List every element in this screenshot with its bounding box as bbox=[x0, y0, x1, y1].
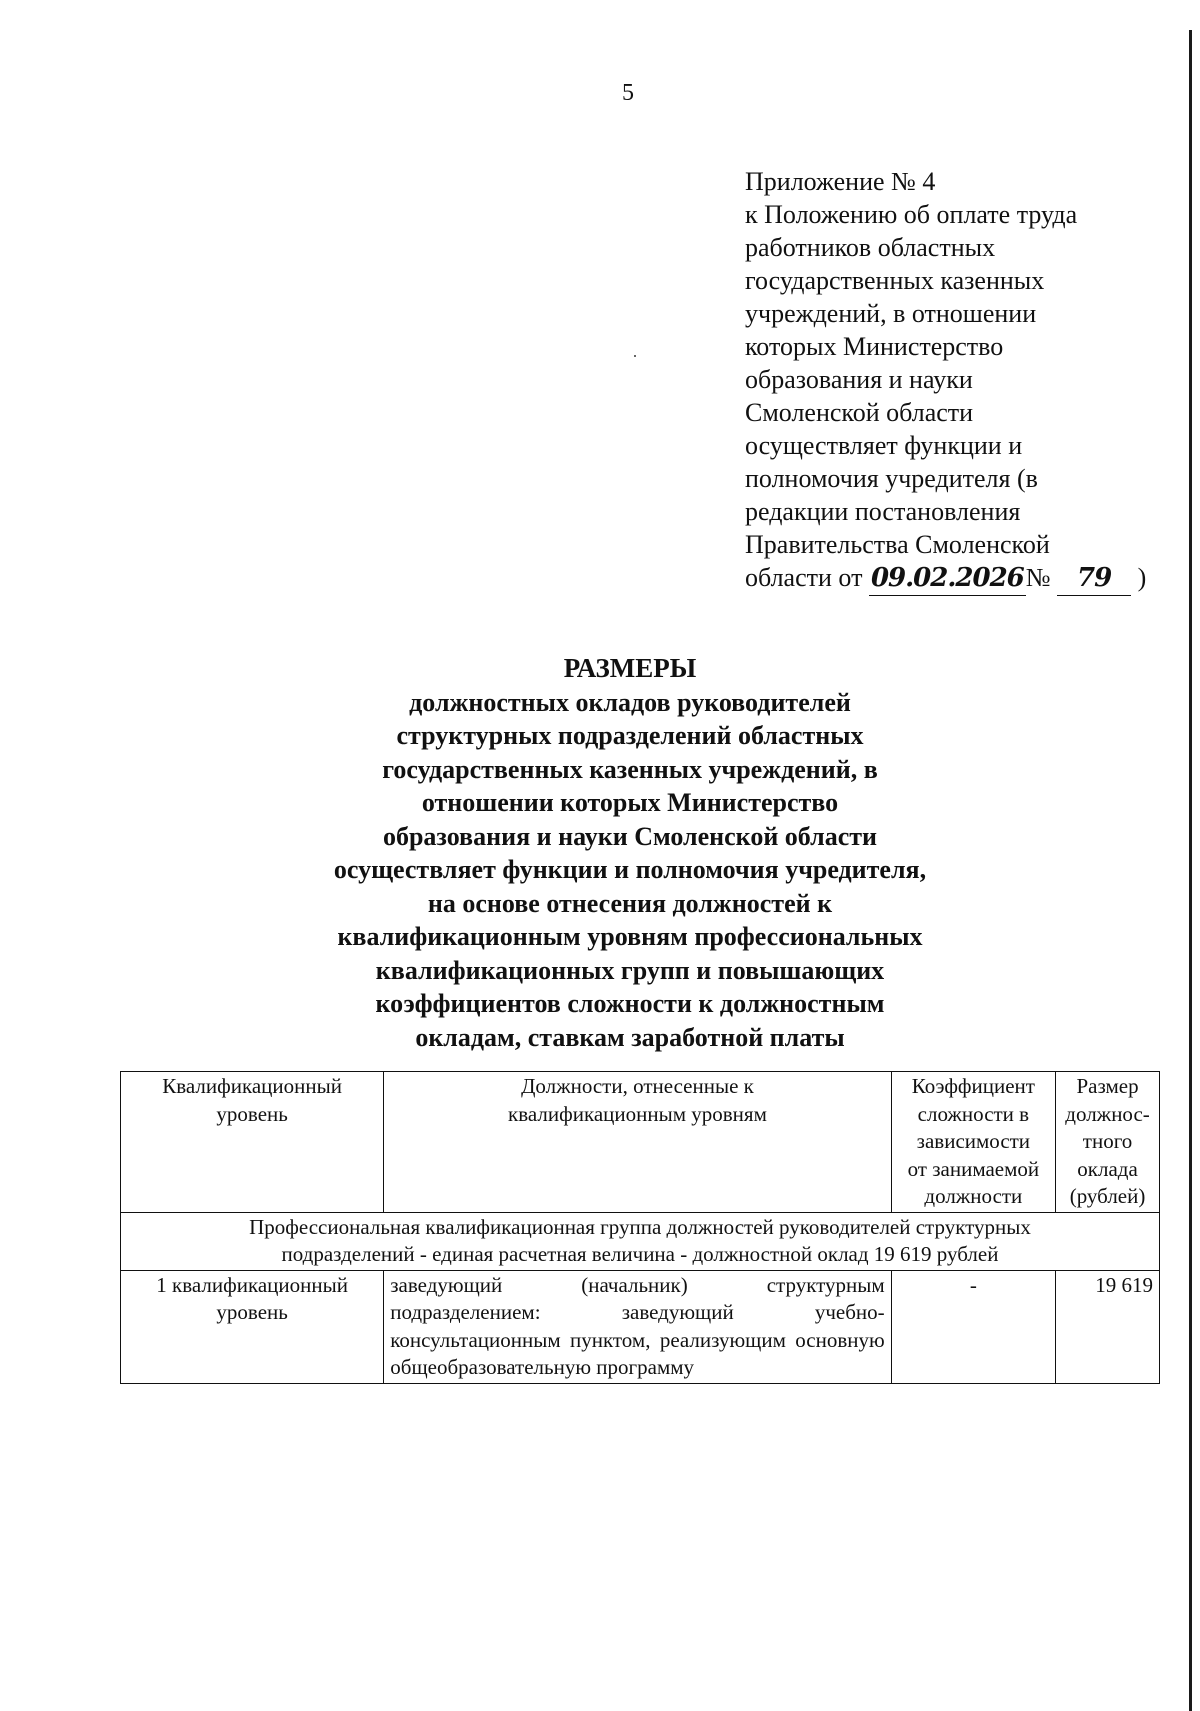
group-line: Профессиональная квалификационная группа должностей руководителей структурных bbox=[249, 1214, 1031, 1239]
group-line: подразделений - единая расчетная величина - должностной оклад 19 619 рублей bbox=[281, 1242, 999, 1266]
handwritten-number: 79 bbox=[1057, 562, 1131, 596]
title-line: на основе отнесения должностей к bbox=[427, 888, 833, 918]
title-line: отношении которых Министерство bbox=[421, 788, 839, 817]
title-line: структурных подразделений областных bbox=[396, 721, 864, 750]
appendix-line: Правительства Смоленской bbox=[745, 530, 1050, 559]
table-header-row bbox=[121, 1072, 1160, 1213]
appendix-line: Приложение № 4 bbox=[745, 167, 936, 196]
title-line: государственных казенных учреждений, в bbox=[382, 754, 878, 784]
page-number: 5 bbox=[622, 80, 634, 106]
header-size-line: тного bbox=[1082, 1129, 1133, 1153]
scan-speck bbox=[634, 355, 636, 357]
appendix-line: полномочия учредителя (в bbox=[745, 464, 1038, 493]
appendix-line: образования и науки bbox=[745, 365, 973, 394]
title-line: квалификационных групп и повышающих bbox=[375, 955, 885, 985]
cell-positions: заведующий (начальник) структурным подразделением: заведующий учебно-консультационным пунктом, реализующим основную общеобразовательную программу bbox=[384, 1270, 891, 1383]
header-level bbox=[121, 1072, 384, 1213]
header-size-line: должнос- bbox=[1065, 1101, 1150, 1126]
number-sign: № bbox=[1025, 563, 1051, 592]
header-coefficient bbox=[891, 1072, 1055, 1213]
header-coefficient-line: сложности в bbox=[917, 1101, 1030, 1126]
cell-level-line: уровень bbox=[216, 1300, 288, 1324]
appendix-line: осуществляет функции и bbox=[745, 431, 1023, 460]
appendix-line: редакции постановления bbox=[745, 497, 1021, 526]
header-size-line: Размер bbox=[1076, 1074, 1139, 1098]
page-edge-line bbox=[1189, 30, 1192, 1711]
header-coefficient-line: от занимаемой bbox=[907, 1156, 1040, 1181]
header-size-line: оклада bbox=[1077, 1156, 1138, 1181]
appendix-line: к Положению об оплате труда bbox=[745, 200, 1078, 229]
header-positions-line: квалификационным уровням bbox=[508, 1101, 767, 1126]
title-line: окладам, ставкам заработной платы bbox=[415, 1022, 845, 1052]
title-line: квалификационным уровням профессиональных bbox=[337, 922, 923, 951]
appendix-line: учреждений, в отношении bbox=[745, 299, 1037, 328]
appendix-block bbox=[745, 165, 1175, 596]
table-row bbox=[121, 1270, 1160, 1383]
salary-table bbox=[120, 1071, 1160, 1384]
header-positions-line: Должности, отнесенные к bbox=[521, 1074, 754, 1098]
appendix-line: которых Министерство bbox=[745, 332, 1004, 361]
appendix-line: работников областных bbox=[745, 233, 996, 262]
header-size bbox=[1056, 1072, 1160, 1213]
header-coefficient-line: Коэффициент bbox=[911, 1074, 1035, 1098]
cell-coefficient: - bbox=[891, 1270, 1055, 1383]
title-line: должностных окладов руководителей bbox=[409, 687, 851, 717]
title-line: коэффициентов сложности к должностным bbox=[375, 989, 885, 1018]
appendix-line: государственных казенных bbox=[745, 266, 1045, 295]
closing-paren: ) bbox=[1137, 563, 1147, 592]
group-cell bbox=[121, 1212, 1160, 1270]
appendix-line: Смоленской области bbox=[745, 398, 974, 427]
header-coefficient-line: должности bbox=[924, 1184, 1023, 1208]
cell-level bbox=[121, 1270, 384, 1383]
header-coefficient-line: зависимости bbox=[916, 1129, 1031, 1153]
cell-size: 19 619 bbox=[1056, 1270, 1160, 1383]
appendix-date-prefix: области от bbox=[745, 563, 863, 592]
title-main: РАЗМЕРЫ bbox=[563, 653, 697, 683]
cell-level-line: 1 квалификационный bbox=[156, 1272, 348, 1297]
group-row bbox=[121, 1212, 1160, 1270]
appendix-last-line bbox=[745, 561, 1175, 596]
document-title bbox=[240, 652, 1020, 1054]
header-positions bbox=[384, 1072, 891, 1213]
header-level-line: Квалификационный bbox=[162, 1074, 342, 1098]
title-line: образования и науки Смоленской области bbox=[382, 821, 878, 851]
title-line: осуществляет функции и полномочия учредителя, bbox=[333, 855, 927, 884]
header-size-line: (рублей) bbox=[1069, 1184, 1146, 1208]
header-level-line: уровень bbox=[216, 1101, 288, 1126]
handwritten-date: 09.02.2026 bbox=[869, 562, 1026, 596]
